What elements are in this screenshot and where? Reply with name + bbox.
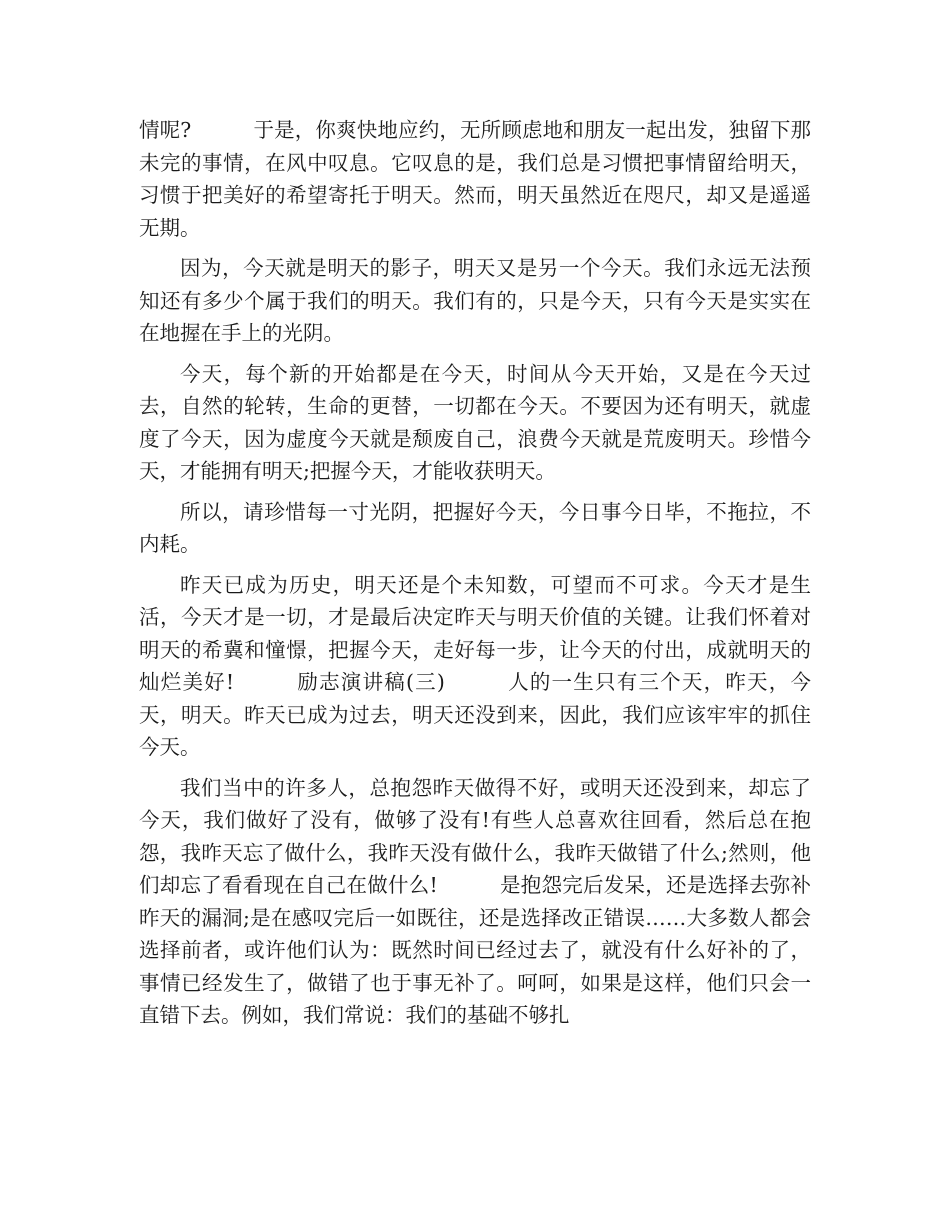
text-segment: 昨天已成为历史，明天还是个未知数，可望而不可求。今天才是生活，今天才是一切，才是最后决定昨天与明天价值的关键。让我们怀着对明天的希冀和憧憬，把握今天，走好每一步，让今天的付出，成就明天的灿烂美好! (139, 572, 811, 694)
paragraph-1 (139, 114, 811, 244)
document-body (139, 114, 811, 1032)
paragraph-4 (139, 496, 811, 561)
text-segment: 因为，今天就是明天的影子，明天又是另一个今天。我们永远无法预知还有多少个属于我们的明天。我们有的，只是今天，只有今天是实实在在地握在手上的光阴。 (139, 256, 811, 345)
text-segment: 我们当中的许多人，总抱怨昨天做得不好，或明天还没到来，却忘了今天，我们做好了没有，做够了没有!有些人总喜欢往回看，然后总在抱怨，我昨天忘了做什么，我昨天没有做什么，我昨天做错了什么;然则，他们却忘了看看现在自己在做什么! (139, 775, 811, 897)
text-segment: 是抱怨完后发呆，还是选择去弥补昨天的漏洞;是在感叹完后一如既往，还是选择改正错误……大多数人都会选择前者，或许他们认为：既然时间已经过去了，就没有什么好补的了，事情已经发生了，做错了也于事无补了。呵呵，如果是这样，他们只会一直错下去。例如，我们常说：我们的基础不够扎 (139, 873, 811, 1027)
text-segment: 于是，你爽快地应约，无所顾虑地和朋友一起出发，独留下那未完的事情，在风中叹息。它叹息的是，我们总是习惯把事情留给明天，习惯于把美好的希望寄托于明天。然而，明天虽然近在咫尺，却又是遥遥无期。 (139, 118, 812, 240)
paragraph-6 (139, 772, 811, 1032)
paragraph-5 (139, 569, 811, 764)
text-segment: 人的一生只有三个天，昨天，今天，明天。昨天已成为过去，明天还没到来，因此，我们应该牢牢的抓住今天。 (139, 670, 811, 759)
section-heading: 励志演讲稿(三) (296, 670, 445, 694)
paragraph-2 (139, 252, 811, 350)
text-segment: 今天，每个新的开始都是在今天，时间从今天开始，又是在今天过去，自然的轮转，生命的更替，一切都在今天。不要因为还有明天，就虚度了今天，因为虚度今天就是颓废自己，浪费今天就是荒废明天。珍惜今天，才能拥有明天;把握今天，才能收获明天。 (139, 361, 811, 483)
text-segment: 情呢? (139, 118, 192, 142)
text-segment: 所以，请珍惜每一寸光阴，把握好今天，今日事今日毕，不拖拉，不内耗。 (139, 499, 811, 556)
paragraph-3 (139, 358, 811, 488)
